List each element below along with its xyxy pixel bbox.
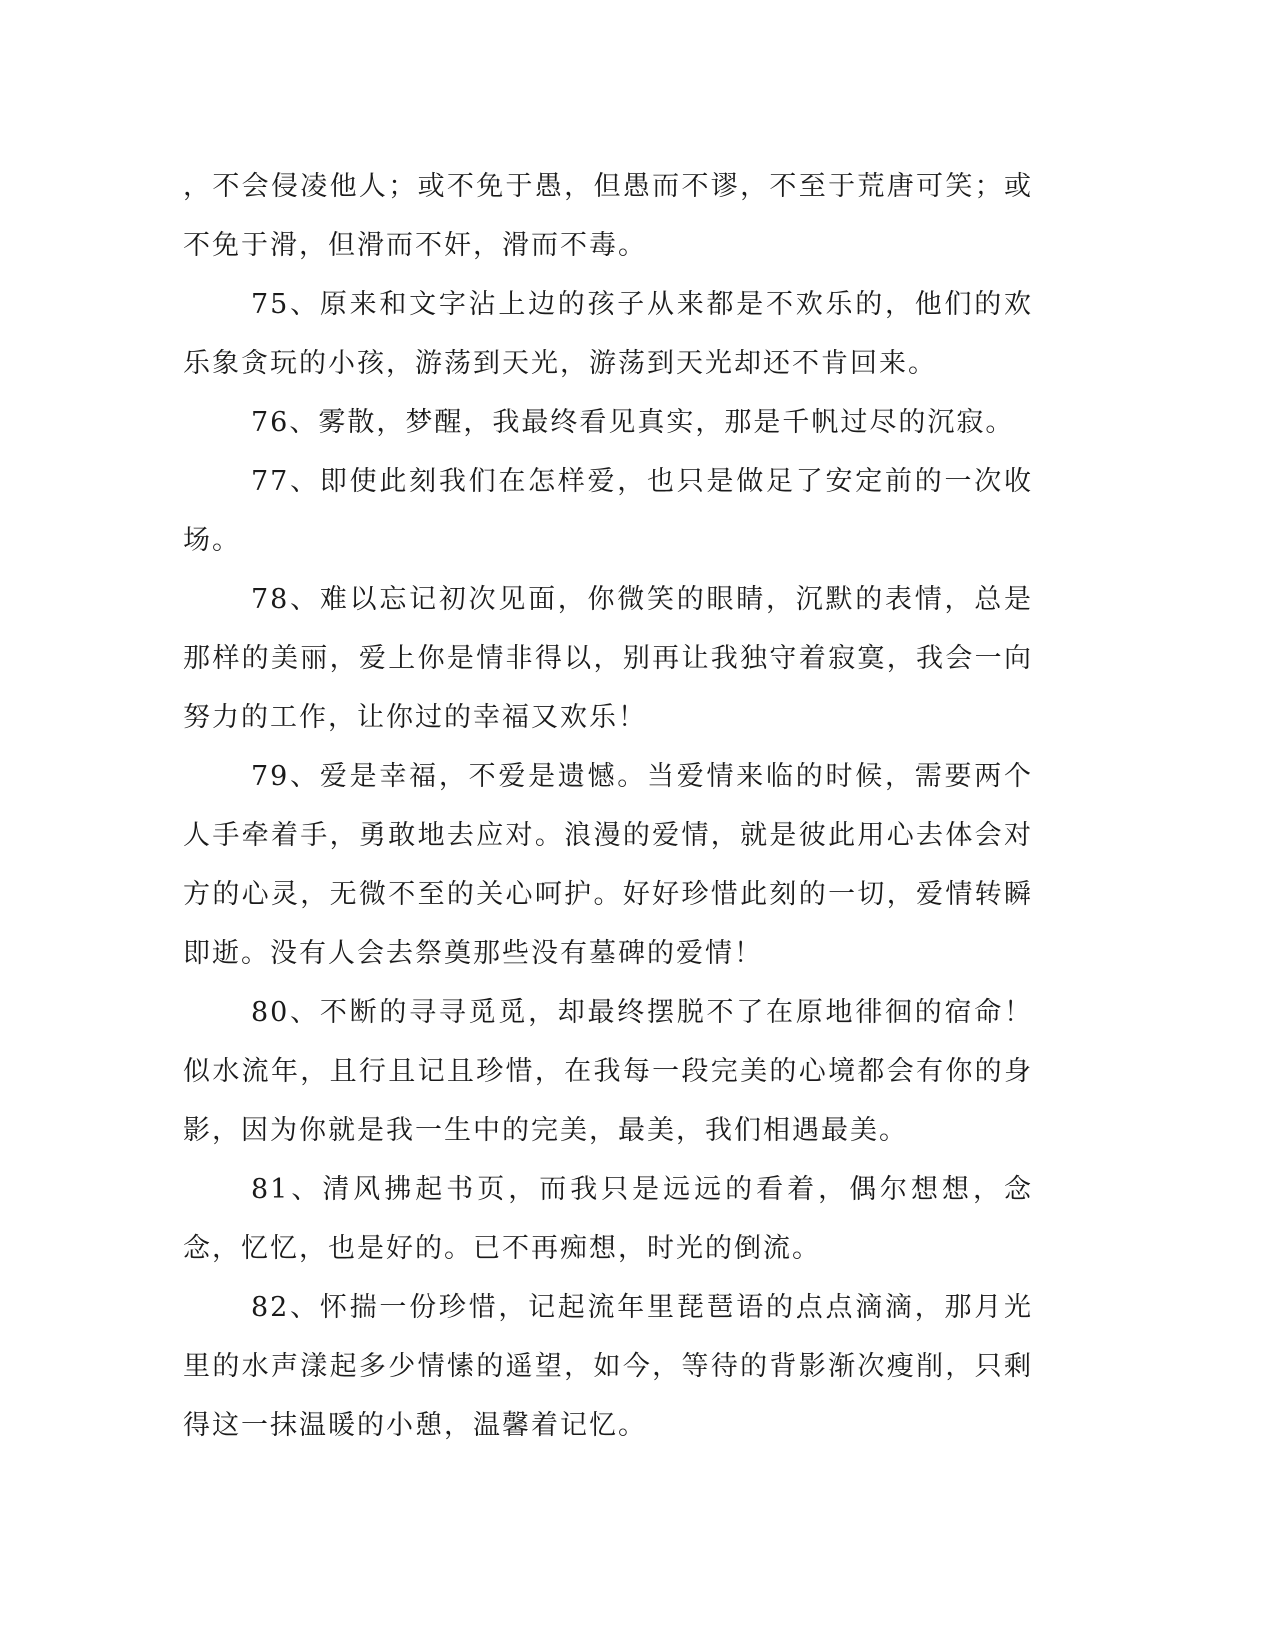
paragraph-76: 76、雾散，梦醒，我最终看见真实，那是千帆过尽的沉寂。 <box>251 407 1015 438</box>
paragraph-75: 75、原来和文字沾上边的孩子从来都是不欢乐的，他们的欢乐象贪玩的小孩，游荡到天光，游荡到天光却还不肯回来。 <box>183 289 1033 379</box>
paragraph-78: 78、难以忘记初次见面，你微笑的眼睛，沉默的表情，总是那样的美丽，爱上你是情非得以，别再让我独守着寂寞，我会一向努力的工作，让你过的幸福又欢乐！ <box>183 584 1033 733</box>
paragraph-77: 77、即使此刻我们在怎样爱，也只是做足了安定前的一次收场。 <box>183 466 1033 556</box>
paragraph-82: 82、怀揣一份珍惜，记起流年里琵琶语的点点滴滴，那月光里的水声漾起多少情愫的遥望，如今，等待的背影渐次瘦削，只剩得这一抹温暖的小憩，温馨着记忆。 <box>183 1292 1033 1441</box>
paragraph-79: 79、爱是幸福，不爱是遗憾。当爱情来临的时候，需要两个人手牵着手，勇敢地去应对。浪漫的爱情，就是彼此用心去体会对方的心灵，无微不至的关心呵护。好好珍惜此刻的一切，爱情转瞬即逝。没有人会去祭奠那些没有墓碑的爱情！ <box>183 761 1033 969</box>
paragraph-continuation: ，不会侵凌他人；或不免于愚，但愚而不谬，不至于荒唐可笑；或不免于滑，但滑而不奸，滑而不毒。 <box>183 171 1033 261</box>
paragraph-81: 81、清风拂起书页，而我只是远远的看着，偶尔想想，念念，忆忆，也是好的。已不再痴想，时光的倒流。 <box>183 1174 1033 1264</box>
paragraph-80: 80、不断的寻寻觅觅，却最终摆脱不了在原地徘徊的宿命！似水流年，且行且记且珍惜，在我每一段完美的心境都会有你的身影，因为你就是我一生中的完美，最美，我们相遇最美。 <box>183 997 1033 1146</box>
document-body <box>183 157 1033 1455</box>
